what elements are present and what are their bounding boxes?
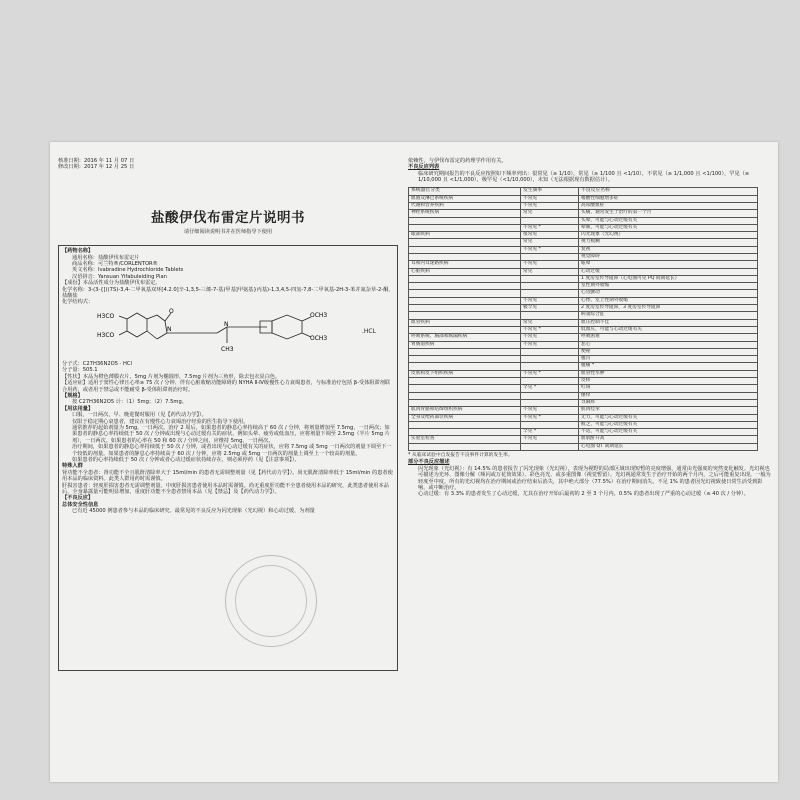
section-character: 【性状】本品为橙色薄膜衣片，5mg 片剂为椭圆形，7.5mg 片剂为三角形，除去包衣显白色。 — [62, 373, 281, 380]
adr-cell-frequency — [521, 275, 579, 282]
adr-cell-soc — [409, 363, 521, 370]
section-ingredient: 【成份】本品活性成分为盐酸伊伐布雷定。 — [62, 280, 161, 287]
table-row — [409, 210, 758, 217]
adr-cell-soc — [409, 385, 521, 392]
adr-table-title: 不良反应列表 — [408, 164, 440, 171]
adr-cell-soc — [409, 290, 521, 297]
adr-cell-frequency: 很常见 — [521, 232, 579, 239]
adr-header-reaction: 不良反应名称 — [579, 187, 758, 195]
adr-cell-reaction: 晕厥，可能与心动过缓有关 — [579, 224, 758, 231]
adr-table-header-row — [409, 187, 758, 195]
table-row — [409, 246, 758, 253]
adr-cell-reaction: 疲乏，可能与心动过缓有关 — [579, 421, 758, 428]
adr-cell-frequency: 不常见 * — [521, 370, 579, 377]
adr-cell-soc: 血管疾病 — [409, 319, 521, 326]
phosphene-text: 闪光现象（光幻视）：有 14.5% 的患者报告了闪光现象（光幻视），表现为视野的局部区域出现短暂的亮度增强，通常由光强度的突然变化触发。光幻视也可描述为光环、图像分解（频闪或万花筒效果）、彩色亮光、或多重图像（视觉暂留）。光幻视通常发生于治疗开始的两个月内，之后可能重复出现。一般为轻度至中度。所有的光幻视均在治疗期间或治疗结束后消失，其中绝大部分（77.5%）在治疗期间消失。不足 1% 的患者因光幻视致使日常生活受到影响，或中断治疗。 — [418, 465, 771, 492]
nitrogen-label-1: N — [167, 325, 172, 333]
trade-name: 商品名称：可兰特®/CORLENTOR® — [72, 261, 158, 268]
adr-cell-soc: 眼部疾病 — [409, 232, 521, 239]
adr-cell-soc — [409, 305, 521, 312]
table-row — [409, 392, 758, 399]
usage-text-2: 仅限于稳定期心衰患者，建议在有慢性心力衰竭治疗经验的医生指导下使用。 — [72, 418, 249, 425]
molecular-weight: 分子量：505.1 — [62, 367, 98, 374]
usage-text-5: 如果患者的心率持续低于 50 次 / 分钟或者心动过缓症状持续存在，则必须停药（见【注意事项】）。 — [72, 456, 300, 463]
adr-table-body — [409, 195, 758, 450]
adr-cell-reaction: 血肌酐升高 — [579, 436, 758, 443]
adr-cell-reaction: 肌肉痉挛 — [579, 407, 758, 414]
table-row — [409, 399, 758, 406]
safety-summary-text: 已有近 45000 例患者参与本品的临床研究。最常见的不良反应为闪光现象（光幻视）和心动过缓，为剂量 — [72, 508, 315, 515]
table-row — [409, 283, 758, 290]
adr-cell-frequency: 罕见 * — [521, 385, 579, 392]
revision-date: 修改日期：2017 年 12 月 25 日 — [58, 164, 135, 171]
adr-cell-frequency: 常见 — [521, 319, 579, 326]
bradycardia-text: 心动过缓：有 3.3% 的患者发生了心动过缓，尤其在治疗开始后最初的 2 至 3 个月内。0.5% 的患者出现了严重的心动过缓（≤ 40 次 / 分钟）。 — [418, 491, 749, 498]
adverse-reaction-table — [408, 187, 758, 451]
adr-cell-soc — [409, 356, 521, 363]
adr-cell-frequency — [521, 348, 579, 355]
adr-cell-reaction: 心动过缓 — [579, 268, 758, 275]
adr-cell-frequency — [521, 356, 579, 363]
adr-cell-soc — [409, 239, 521, 246]
adr-cell-reaction: 便秘 — [579, 348, 758, 355]
adr-cell-soc — [409, 429, 521, 436]
table-row — [409, 297, 758, 304]
adr-cell-reaction: 复视 — [579, 246, 758, 253]
renal-impairment-text: 肾功能不全患者：肾功能不全且肌酐清除率大于 15ml/min 的患者无需调整剂量（见【药代动力学】）。尚无肌酐清除率低于 15ml/min 的患者使用本品的临床资料。此类人群用药时需谨慎。 — [62, 469, 393, 483]
adr-cell-reaction: 眩晕 — [579, 261, 758, 268]
nitrogen-label-2: N — [224, 320, 229, 328]
page-title: 盐酸伊伐布雷定片说明书 — [151, 209, 305, 226]
methoxy-label-1: H3CO — [97, 312, 115, 320]
adr-cell-soc — [409, 283, 521, 290]
table-row — [409, 268, 758, 275]
adr-cell-reaction: 呼吸困难 — [579, 334, 758, 341]
table-row — [409, 341, 758, 348]
adr-cell-soc: 呼吸系统、胸部和纵隔疾病 — [409, 334, 521, 341]
generic-name: 通用名称：盐酸伊伐布雷定片 — [72, 254, 140, 261]
page-subtitle: 请仔细阅读说明书并在医师指导下使用 — [183, 228, 273, 235]
adr-cell-reaction: 头痛，通常发生于治疗的第一个月 — [579, 210, 758, 217]
chemical-name: 化学名称：3-(3-{[((7S)-3,4-二甲氧基双环[4.2.0]辛-1,3,5-三烯-7-基)甲基]甲氨基}丙基)-1,3,4,5-四氢-7,8-二甲氧基-2H-3-苯并氮杂草-2-酮，盐酸盐 — [62, 286, 394, 300]
table-row — [409, 305, 758, 312]
adr-cell-reaction: 血压控制不佳 — [579, 319, 758, 326]
safety-summary-title: 总体安全性信息 — [62, 501, 99, 508]
adr-cell-soc — [409, 275, 521, 282]
methoxy-label-4: OCH3 — [310, 334, 328, 342]
adr-cell-frequency — [521, 363, 579, 370]
adr-header-frequency: 发生频率 — [521, 187, 579, 195]
adr-footnote: * 从临床试验中自发报告不良事件计算的发生率。 — [408, 453, 513, 459]
table-row — [409, 414, 758, 421]
adr-cell-soc: 神经系统疾病 — [409, 210, 521, 217]
methoxy-label-2: H3CO — [97, 331, 115, 339]
chemical-structure-label: 化学结构式： — [62, 299, 94, 306]
hcl-label: .HCL — [362, 327, 376, 335]
table-row — [409, 232, 758, 239]
adr-cell-frequency: 不常见 — [521, 261, 579, 268]
methoxy-label-3: OCH3 — [310, 311, 328, 319]
adr-cell-reaction: 病窦综合征 — [579, 312, 758, 319]
adr-cell-reaction: 视力模糊 — [579, 239, 758, 246]
adr-cell-frequency — [521, 421, 579, 428]
chemical-structure — [62, 307, 394, 359]
english-name: 英文名称：Ivabradine Hydrochloride Tablets — [72, 267, 184, 274]
usage-text-1: 口服，一日两次，早、晚进餐时服用（见【药代动力学】）。 — [72, 412, 207, 419]
usage-text-4: 治疗期间，如果患者的静息心率持续低于 50 次 / 分钟，或者出现与心动过缓有关的症状，应将 7.5mg 或 5mg 一日两次的剂量下调至下一个较低的剂量。如果患者的静息心率持续高于 60 次 / 分钟，应将 2.5mg 或 5mg 一日两次的剂量上调至上一个较高的剂量。 — [72, 444, 392, 457]
adr-cell-soc — [409, 254, 521, 261]
table-row — [409, 436, 758, 443]
adr-cell-frequency: 不常见 * — [521, 326, 579, 333]
adr-cell-frequency: 罕见 * — [521, 429, 579, 436]
adr-cell-soc: 代谢和营养疾病 — [409, 202, 521, 209]
adr-cell-reaction: 2 度房室传导阻滞，3 度房室传导阻滞 — [579, 305, 758, 312]
table-row — [409, 421, 758, 428]
adr-cell-frequency: 不常见 * — [521, 246, 579, 253]
adr-cell-soc — [409, 421, 521, 428]
adr-cell-frequency: 常见 — [521, 268, 579, 275]
table-row — [409, 224, 758, 231]
adr-cell-reaction: 腹痛 * — [579, 363, 758, 370]
table-row — [409, 385, 758, 392]
adr-cell-soc — [409, 312, 521, 319]
adr-cell-reaction: 红斑 — [579, 385, 758, 392]
table-row — [409, 348, 758, 355]
adr-cell-soc — [409, 224, 521, 231]
right-column — [408, 158, 771, 498]
table-row — [409, 254, 758, 261]
table-row — [409, 363, 758, 370]
adr-cell-reaction: 皮疹 — [579, 378, 758, 385]
adr-cell-soc — [409, 378, 521, 385]
adr-cell-reaction: 腹泻 — [579, 356, 758, 363]
adr-cell-reaction: 闪光现象（光幻视） — [579, 232, 758, 239]
usage-text-3: 通常推荐的起始剂量为 5mg，一日两次。治疗 2 周后，如果患者的静息心率持续高于 60 次 / 分钟，将剂量增加至 7.5mg，一日两次；如果患者的静息心率持续低于 50 次 / 分钟或出现与心动过缓有关的症状，例如头晕、疲劳或低血压，应将剂量下调至 2.5mg（半片 5mg 片剂），一日两次。如果患者的心率在 50 和 60 次 / 分钟之间，应维持 5mg，一日两次。 — [72, 424, 390, 444]
table-row — [409, 370, 758, 377]
adr-cell-reaction: 头晕，可能与心动过缓有关 — [579, 217, 758, 224]
adr-cell-reaction: 不适，可能与心动过缓有关 — [579, 429, 758, 436]
selected-adr-title: 部分不良反应描述 — [408, 459, 450, 466]
section-usage-title: 【用法用量】 — [62, 405, 94, 412]
table-row — [409, 443, 758, 450]
adr-cell-frequency: 不常见 — [521, 297, 579, 304]
adr-cell-soc — [409, 443, 521, 450]
adr-cell-frequency: 不常见 — [521, 341, 579, 348]
adr-cell-reaction: 心悸，室上性期外收缩 — [579, 297, 758, 304]
adr-cell-frequency — [521, 290, 579, 297]
adr-cell-reaction: 1 度房室传导阻滞（心电图可见 PQ 间期延长） — [579, 275, 758, 282]
adr-cell-reaction: 心电图 QT 间期延长 — [579, 443, 758, 450]
table-row — [409, 356, 758, 363]
adr-cell-reaction: 嗜酸性细胞增多症 — [579, 195, 758, 202]
pinyin-name: 汉语拼音：Yansuan Yifabuleiding Pian — [72, 273, 167, 280]
table-row — [409, 312, 758, 319]
adr-cell-soc: 全身及给药部位疾病 — [409, 414, 521, 421]
adr-cell-soc: 皮肤和皮下组织疾病 — [409, 370, 521, 377]
adr-cell-soc — [409, 348, 521, 355]
section-drug-name: 【药物名称】 — [62, 248, 94, 255]
adr-cell-frequency: 不常见 — [521, 195, 579, 202]
right-intro-text: 依赖性，与伊伐布雷定的药理学作用有关。 — [408, 158, 507, 164]
table-row — [409, 378, 758, 385]
adr-cell-reaction: 心房颤动 — [579, 290, 758, 297]
adr-cell-reaction: 血管性水肿 — [579, 370, 758, 377]
adr-cell-reaction: 恶心 — [579, 341, 758, 348]
adr-cell-frequency: 不常见 — [521, 407, 579, 414]
approval-date: 核准日期：2016 年 11 月 07 日 — [58, 158, 135, 164]
adr-cell-frequency — [521, 392, 579, 399]
methyl-label: CH3 — [221, 345, 234, 353]
adr-cell-frequency — [521, 283, 579, 290]
section-indication: 【适应症】适用于窦性心律且心率≥ 75 次 / 分钟、伴有心脏收缩功能障碍的 NYHA Ⅱ-Ⅳ级慢性心力衰竭患者，与标准治疗包括 β-受体阻滞剂联合用药，或者用于禁忌或不能耐受 β-受体阻滞剂治疗时。 — [62, 380, 391, 393]
adr-cell-frequency: 常见 — [521, 239, 579, 246]
adr-cell-soc: 心脏疾病 — [409, 268, 521, 275]
table-row — [409, 195, 758, 202]
table-row — [409, 239, 758, 246]
structure-diagram — [97, 307, 357, 359]
adr-cell-frequency: 不常见 — [521, 334, 579, 341]
adr-cell-reaction: 瘙痒 — [579, 392, 758, 399]
adr-cell-soc: 耳和内耳迷路疾病 — [409, 261, 521, 268]
table-row — [409, 261, 758, 268]
adr-cell-soc: 实验室检查 — [409, 436, 521, 443]
adr-cell-soc: 肌肉骨骼和结缔组织疾病 — [409, 407, 521, 414]
adr-cell-soc — [409, 246, 521, 253]
adr-header-soc: 系统器官分类 — [409, 187, 521, 195]
table-row — [409, 217, 758, 224]
adr-cell-frequency — [521, 217, 579, 224]
table-row — [409, 290, 758, 297]
adr-cell-soc — [409, 217, 521, 224]
adr-cell-soc: 血液及淋巴系统疾病 — [409, 195, 521, 202]
adr-cell-soc — [409, 326, 521, 333]
adr-cell-reaction: 视觉障碍 — [579, 254, 758, 261]
adr-cell-frequency: 不常见 — [521, 436, 579, 443]
adr-cell-reaction: 无力，可能与心动过缓有关 — [579, 414, 758, 421]
table-row — [409, 319, 758, 326]
adr-cell-frequency — [521, 443, 579, 450]
adr-cell-frequency — [521, 378, 579, 385]
adr-cell-soc — [409, 392, 521, 399]
table-row — [409, 326, 758, 333]
table-row — [409, 202, 758, 209]
adr-cell-soc — [409, 297, 521, 304]
table-row — [409, 334, 758, 341]
adr-cell-frequency — [521, 254, 579, 261]
table-row — [409, 275, 758, 282]
adr-cell-reaction: 低血压，可能与心动过缓有关 — [579, 326, 758, 333]
section-adverse-title: 【不良反应】 — [62, 495, 94, 502]
adr-cell-frequency — [521, 399, 579, 406]
adr-cell-soc: 胃肠道疾病 — [409, 341, 521, 348]
adr-cell-frequency: 不常见 — [521, 202, 579, 209]
spec-text: 按 C27H36N2O5 计：（1）5mg；（2）7.5mg。 — [72, 399, 187, 406]
special-population-title: 特殊人群 — [62, 463, 83, 470]
hepatic-impairment-text: 肝损害患者：轻度肝损害患者无需调整剂量。中度肝损害患者使用本品时需谨慎。尚无重度肝功能不全患者使用本品的研究，此类患者使用本品后，全身暴露量可能明显增加，重度肝功能不全患者禁用本品（见【禁忌】及【药代动力学】）。 — [62, 482, 389, 495]
adr-cell-frequency: 常见 — [521, 210, 579, 217]
section-spec-title: 【规格】 — [62, 392, 83, 399]
carbonyl-label: O — [169, 307, 174, 315]
official-stamp-inner — [235, 565, 307, 637]
table-row — [409, 429, 758, 436]
adr-cell-frequency: 不常见 * — [521, 224, 579, 231]
adr-cell-reaction: 室性期外收缩 — [579, 283, 758, 290]
molecular-formula: 分子式：C27H36N2O5 · HCl — [62, 360, 132, 367]
adr-cell-frequency: 不常见 * — [521, 414, 579, 421]
adr-cell-soc — [409, 399, 521, 406]
adr-cell-reaction: 荨麻疹 — [579, 399, 758, 406]
table-row — [409, 407, 758, 414]
adr-cell-frequency — [521, 312, 579, 319]
adr-cell-frequency: 极罕见 — [521, 305, 579, 312]
adr-table-intro: 临床研究期间报告的不良反应按照如下频率列出：很常见（≥ 1/10），常见（≥ 1/100 且 <1/10），不常见（≥ 1/1,000 且 <1/100），罕见（≥ 1/10,000 且 <1/1,000），极罕见（<1/10,000），未知（无法根据现有数据估计）。 — [418, 170, 750, 184]
adr-cell-reaction: 高尿酸血症 — [579, 202, 758, 209]
